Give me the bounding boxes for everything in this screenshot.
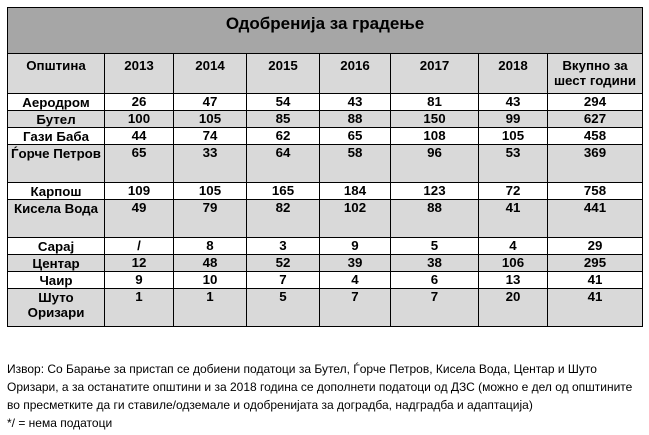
column-header-2017: 2017 (391, 54, 479, 94)
table-cell: 62 (247, 128, 320, 145)
table-cell: 44 (105, 128, 174, 145)
table-cell: 7 (391, 289, 479, 327)
table-cell: 85 (247, 111, 320, 128)
table-cell: 48 (174, 255, 247, 272)
table-cell: 58 (320, 145, 391, 183)
table-cell: 13 (479, 272, 548, 289)
table-cell: 1 (174, 289, 247, 327)
source-note: Извор: Со Барање за пристап се добиени податоци за Бутел, Ѓорче Петров, Кисела Вода, Центар и Шуто Оризари, а за останатите општини и за 2018 година се дополнети податоци од ДЗС (можно е дел од општините во пресметките да ги ставиле/одземале и одобренијата за доградба, надградба и адаптација) (7, 362, 633, 412)
table-row (8, 145, 643, 183)
table-cell: 65 (105, 145, 174, 183)
table-cell: 64 (247, 145, 320, 183)
column-header-2013: 2013 (105, 54, 174, 94)
municipality-name: Шуто Оризари (8, 289, 105, 327)
column-header-2015: 2015 (247, 54, 320, 94)
table-cell: 9 (105, 272, 174, 289)
table-cell: 105 (479, 128, 548, 145)
table-cell: 105 (174, 183, 247, 200)
table-cell-total: 458 (548, 128, 643, 145)
table-row (8, 111, 643, 128)
table-cell: 108 (391, 128, 479, 145)
table-cell: 7 (247, 272, 320, 289)
table-cell: 81 (391, 94, 479, 111)
table-cell: 4 (479, 238, 548, 255)
table-cell: 7 (320, 289, 391, 327)
table-cell-total: 41 (548, 272, 643, 289)
municipality-name: Карпош (8, 183, 105, 200)
table-cell: 20 (479, 289, 548, 327)
table-row (8, 238, 643, 255)
table-cell: 26 (105, 94, 174, 111)
table-cell: 39 (320, 255, 391, 272)
table-cell: 72 (479, 183, 548, 200)
table-cell: 184 (320, 183, 391, 200)
table-cell: 53 (479, 145, 548, 183)
column-header-2018: 2018 (479, 54, 548, 94)
table-cell: 88 (391, 200, 479, 238)
table-cell: 74 (174, 128, 247, 145)
table-cell: 100 (105, 111, 174, 128)
table-cell: 106 (479, 255, 548, 272)
table-cell: 49 (105, 200, 174, 238)
table-cell: 109 (105, 183, 174, 200)
table-cell: 65 (320, 128, 391, 145)
table-cell: 4 (320, 272, 391, 289)
table-row (8, 289, 643, 327)
column-header-2016: 2016 (320, 54, 391, 94)
table-cell: 12 (105, 255, 174, 272)
table-row (8, 272, 643, 289)
legend-note: */ = нема податоци (7, 416, 113, 430)
table-cell: 79 (174, 200, 247, 238)
table-cell: 88 (320, 111, 391, 128)
table-cell: 43 (320, 94, 391, 111)
permits-table-container (7, 7, 642, 327)
table-row (8, 183, 643, 200)
municipality-name: Гази Баба (8, 128, 105, 145)
municipality-name: Сарај (8, 238, 105, 255)
column-header-2014: 2014 (174, 54, 247, 94)
table-row (8, 94, 643, 111)
table-cell: 96 (391, 145, 479, 183)
table-cell: 5 (391, 238, 479, 255)
table-cell: 41 (479, 200, 548, 238)
table-cell: 165 (247, 183, 320, 200)
table-cell-total: 369 (548, 145, 643, 183)
municipality-name: Чаир (8, 272, 105, 289)
table-cell-total: 294 (548, 94, 643, 111)
table-cell: 54 (247, 94, 320, 111)
permits-table (7, 7, 643, 327)
table-cell: 9 (320, 238, 391, 255)
municipality-name: Кисела Вода (8, 200, 105, 238)
municipality-name: Бутел (8, 111, 105, 128)
municipality-name: Центар (8, 255, 105, 272)
table-cell: 123 (391, 183, 479, 200)
municipality-name: Ѓорче Петров (8, 145, 105, 183)
table-cell: 47 (174, 94, 247, 111)
table-cell: 6 (391, 272, 479, 289)
header-row (8, 54, 643, 94)
table-cell: 52 (247, 255, 320, 272)
table-cell: 105 (174, 111, 247, 128)
table-cell-total: 627 (548, 111, 643, 128)
table-cell: / (105, 238, 174, 255)
table-row (8, 200, 643, 238)
table-cell-total: 41 (548, 289, 643, 327)
table-cell-total: 29 (548, 238, 643, 255)
table-row (8, 255, 643, 272)
table-row (8, 128, 643, 145)
table-cell: 43 (479, 94, 548, 111)
table-cell: 33 (174, 145, 247, 183)
table-cell: 99 (479, 111, 548, 128)
table-cell: 38 (391, 255, 479, 272)
table-cell: 5 (247, 289, 320, 327)
municipality-name: Аеродром (8, 94, 105, 111)
table-cell: 150 (391, 111, 479, 128)
footnote (7, 360, 643, 432)
table-title: Одобренија за градење (8, 8, 643, 54)
column-header-municipality: Општина (8, 54, 105, 94)
table-cell-total: 441 (548, 200, 643, 238)
table-cell: 10 (174, 272, 247, 289)
table-cell: 8 (174, 238, 247, 255)
column-header-total: Вкупно за шест години (548, 54, 643, 94)
table-cell: 3 (247, 238, 320, 255)
table-cell-total: 295 (548, 255, 643, 272)
table-cell: 82 (247, 200, 320, 238)
table-cell: 1 (105, 289, 174, 327)
table-cell-total: 758 (548, 183, 643, 200)
table-cell: 102 (320, 200, 391, 238)
